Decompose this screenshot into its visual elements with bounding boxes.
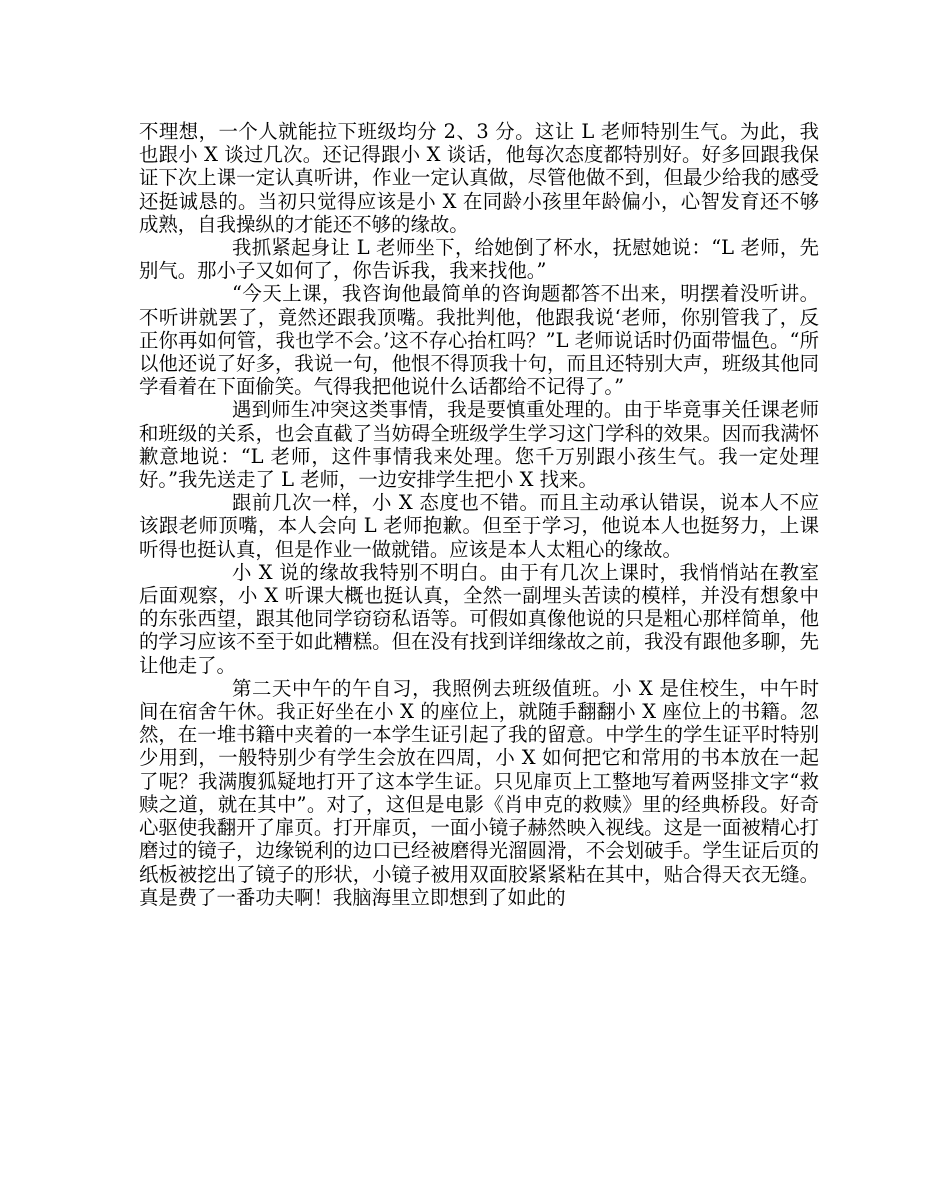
paragraph-3: “今天上课，我咨询他最简单的咨询题都答不出来，明摆着没听讲。不听讲就罢了，竟然还跟我顶嘴。我批判他，他跟我说‘老师，你别管我了，反正你再如何管，我也学不会。’这不存心抬杠吗？”L 老师说话时仍面带愠色。“所以他还说了好多，我说一句，他恨不得顶我十句，而且还特别大声，班级其他同学看着在下面偷笑。气得我把他说什么话都给不记得了。” — [139, 282, 819, 399]
paragraph-4: 遇到师生冲突这类事情，我是要慎重处理的。由于毕竟事关任课老师和班级的关系，也会直截了当妨碍全班级学生学习这门学科的效果。因而我满怀歉意地说：“L 老师，这件事情我来处理。您千万别跟小孩生气。我一定处理好。”我先送走了 L 老师，一边安排学生把小 X 找来。 — [139, 398, 819, 492]
paragraph-7: 第二天中午的午自习，我照例去班级值班。小 X 是住校生，中午时间在宿舍午休。我正好坐在小 X 的座位上，就随手翻翻小 X 座位上的书籍。忽然，在一堆书籍中夹着的一本学生证引起了我的留意。中学生的学生证平时特别少用到，一般特别少有学生会放在四周，小 X 如何把它和常用的书本放在一起了呢？我满腹狐疑地打开了这本学生证。只见扉页上工整地写着两竖排文字“救赎之道，就在其中”。对了，这但是电影《肖申克的救赎》里的经典桥段。好奇心驱使我翻开了扉页。打开扉页，一面小镜子赫然映入视线。这是一面被精心打磨过的镜子，边缘锐利的边口已经被磨得光溜圆滑，不会划破手。学生证后页的纸板被挖出了镜子的形状，小镜子被用双面胶紧紧粘在其中，贴合得天衣无缝。真是费了一番功夫啊！我脑海里立即想到了如此的 — [139, 676, 819, 909]
paragraph-2: 我抓紧起身让 L 老师坐下，给她倒了杯水，抚慰她说：“L 老师，先别气。那小子又如何了，你告诉我，我来找他。” — [139, 236, 819, 283]
paragraph-6: 小 X 说的缘故我特别不明白。由于有几次上课时，我悄悄站在教室后面观察，小 X 听课大概也挺认真，全然一副埋头苦读的模样，并没有想象中的东张西望，跟其他同学窃窃私语等。可假如真像他说的只是粗心那样简单，他的学习应该不至于如此糟糕。但在没有找到详细缘故之前，我没有跟他多聊，先让他走了。 — [139, 560, 819, 677]
paragraph-5: 跟前几次一样，小 X 态度也不错。而且主动承认错误，说本人不应该跟老师顶嘴，本人会向 L 老师抱歉。但至于学习，他说本人也挺努力，上课听得也挺认真，但是作业一做就错。应该是本人太粗心的缘故。 — [139, 491, 819, 561]
body-text — [139, 120, 819, 909]
paragraph-1: 不理想，一个人就能拉下班级均分 2、3 分。这让 L 老师特别生气。为此，我也跟小 X 谈过几次。还记得跟小 X 谈话，他每次态度都特别好。好多回跟我保证下次上课一定认真听讲，作业一定认真做，尽管他做不到，但最少给我的感受还挺诚恳的。当初只觉得应该是小 X 在同龄小孩里年龄偏小，心智发育还不够成熟，自我操纵的才能还不够的缘故。 — [139, 120, 819, 236]
